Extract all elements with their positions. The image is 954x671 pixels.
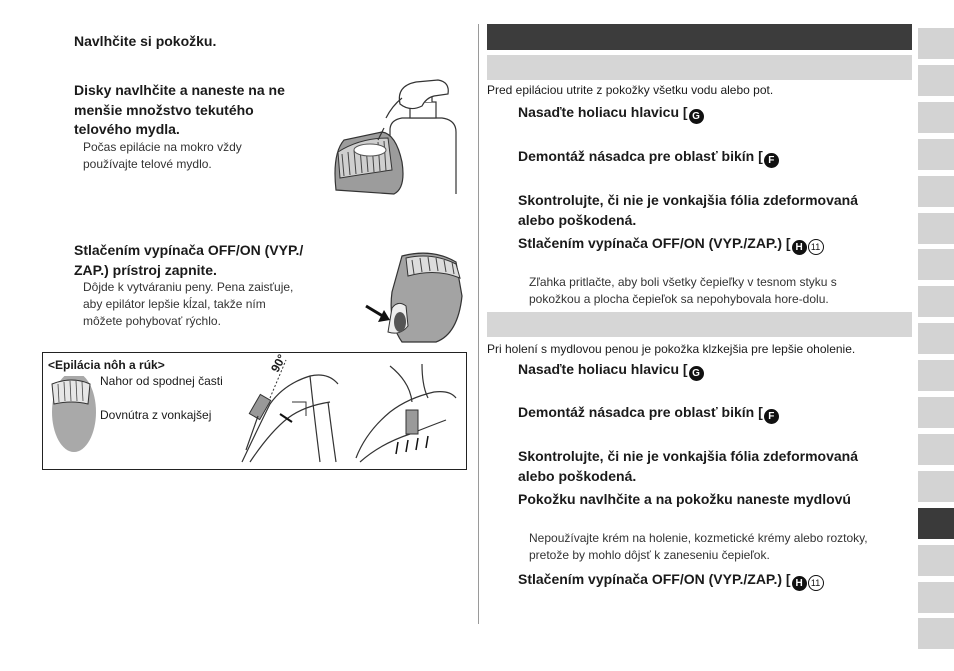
s2-step-remove-bikini-text: Demontáž násadca pre oblasť bikín [: [518, 404, 763, 420]
step-switch-on-line1: Stlačením vypínača OFF/ON (VYP./: [74, 242, 304, 258]
side-tab[interactable]: [918, 471, 954, 502]
ref-g-icon: G: [689, 109, 704, 124]
step-apply-soap-line3: telového mydla.: [74, 121, 180, 137]
side-tab[interactable]: [918, 323, 954, 354]
ref-f-icon: F: [764, 153, 779, 168]
s2-step-remove-bikini: [518, 403, 779, 424]
s1-step-remove-bikini: [518, 147, 779, 168]
switch-note-line2: aby epilátor lepšie kĺzal, takže ním: [83, 297, 266, 311]
epilator-hand-illustration: [358, 248, 468, 344]
ref-h-icon: H: [792, 240, 807, 255]
section1-intro: Pred epiláciou utrite z pokožky všetku vodu alebo pot.: [487, 83, 774, 97]
s2-step-switch-on: [518, 570, 824, 591]
s1-note: [529, 274, 837, 308]
s2-step-attach-head: [518, 360, 704, 381]
ref-h-icon: H: [792, 576, 807, 591]
s1-note-line2: pokožkou a plocha čepieľok sa nepohybovala hore-dolu.: [529, 292, 829, 306]
s2-step-check-foil: [518, 447, 858, 486]
s2-step-attach-head-text: Nasaďte holiacu hlavicu [: [518, 361, 688, 377]
switch-note-line3: môžete pohybovať rýchlo.: [83, 314, 221, 328]
s2-step-check-foil-line1: Skontrolujte, či nie je vonkajšia fólia zdeformovaná: [518, 448, 858, 464]
side-tab[interactable]: [918, 545, 954, 576]
box-line-inward-from-outside: Dovnútra z vonkajšej: [100, 408, 212, 422]
side-tab[interactable]: [918, 102, 954, 133]
side-tab[interactable]: [918, 28, 954, 59]
s1-step-remove-bikini-text: Demontáž násadca pre oblasť bikín [: [518, 148, 763, 164]
leg-shaving-illustration: [240, 351, 344, 466]
side-tab[interactable]: [918, 397, 954, 428]
switch-note: [83, 279, 293, 330]
box-title: <Epilácia nôh a rúk>: [48, 358, 165, 372]
section-header-bar: [487, 24, 912, 50]
ref-11-icon: 11: [808, 575, 824, 591]
s1-step-attach-head: [518, 103, 704, 124]
side-tab[interactable]: [918, 249, 954, 280]
step-switch-on: [74, 241, 303, 280]
s1-step-check-foil: [518, 191, 858, 230]
box-line-up-from-bottom: Nahor od spodnej časti: [100, 374, 223, 388]
epilator-head-icon: [48, 376, 96, 456]
step-apply-soap: [74, 81, 285, 140]
step-wet-skin: Navlhčite si pokožku.: [74, 33, 217, 49]
angle-90-label: 90°: [268, 351, 289, 375]
side-tab[interactable]: [918, 360, 954, 391]
step-apply-soap-line2: menšie množstvo tekutého: [74, 101, 254, 118]
side-tab[interactable]: [918, 582, 954, 613]
s1-step-check-foil-line1: Skontrolujte, či nie je vonkajšia fólia zdeformovaná: [518, 192, 858, 208]
s2-step-check-foil-line2: alebo poškodená.: [518, 467, 637, 484]
side-tab[interactable]: [918, 286, 954, 317]
s1-step-switch-on-text: Stlačením vypínača OFF/ON (VYP./ZAP.) [: [518, 235, 791, 251]
side-tab[interactable]: [918, 65, 954, 96]
side-tab[interactable]: [918, 176, 954, 207]
soap-note: [83, 139, 242, 173]
s1-step-check-foil-line2: alebo poškodená.: [518, 211, 637, 228]
step-switch-on-line2: ZAP.) prístroj zapnite.: [74, 261, 217, 278]
s1-note-line1: Zľahka pritlačte, aby boli všetky čepieľky v tesnom styku s: [529, 275, 837, 289]
section2-intro: Pri holení s mydlovou penou je pokožka klzkejšia pre lepšie oholenie.: [487, 342, 856, 356]
s2-step-apply-foam: Pokožku navlhčite a na pokožku naneste mydlovú: [518, 491, 851, 507]
section2-bar: [487, 312, 912, 337]
s2-step-switch-on-text: Stlačením vypínača OFF/ON (VYP./ZAP.) [: [518, 571, 791, 587]
soap-note-line2: používajte telové mydlo.: [83, 157, 212, 171]
soap-note-line1: Počas epilácie na mokro vždy: [83, 140, 242, 154]
side-tab[interactable]: [918, 213, 954, 244]
section1-bar: [487, 55, 912, 80]
side-tab[interactable]: [918, 508, 954, 539]
side-tab[interactable]: [918, 618, 954, 649]
ref-f-icon: F: [764, 409, 779, 424]
arm-epilation-illustration: [350, 362, 462, 466]
column-divider: [478, 24, 479, 624]
ref-g-icon: G: [689, 366, 704, 381]
switch-note-line1: Dôjde k vytváraniu peny. Pena zaisťuje,: [83, 280, 294, 294]
soap-dispenser-illustration: [330, 72, 462, 196]
s2-note: [529, 530, 868, 564]
s1-step-attach-head-text: Nasaďte holiacu hlavicu [: [518, 104, 688, 120]
side-tab[interactable]: [918, 139, 954, 170]
step-apply-soap-line1: Disky navlhčite a naneste na ne: [74, 82, 285, 98]
s1-step-switch-on: [518, 234, 824, 255]
s2-note-line2: pretože by mohlo dôjsť k zaneseniu čepieľok.: [529, 548, 770, 562]
side-tab[interactable]: [918, 434, 954, 465]
s2-note-line1: Nepoužívajte krém na holenie, kozmetické krémy alebo roztoky,: [529, 531, 868, 545]
ref-11-icon: 11: [808, 239, 824, 255]
